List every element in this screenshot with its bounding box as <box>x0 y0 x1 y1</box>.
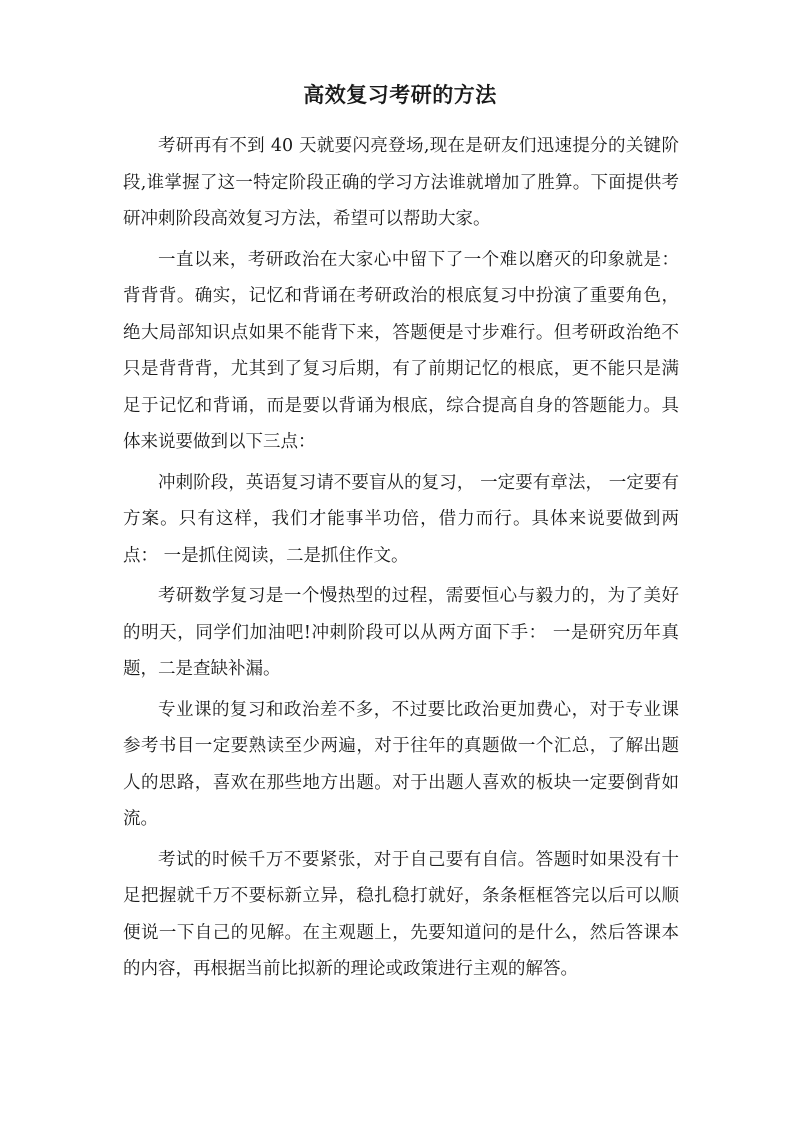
paragraph-major-course: 专业课的复习和政治差不多，不过要比政治更加费心，对于专业课参考书目一定要熟读至少两遍，对于往年的真题做一个汇总，了解出题人的思路，喜欢在那些地方出题。对于出题人喜欢的板块一定要倒背如流。 <box>123 699 679 829</box>
paragraph-english: 冲刺阶段，英语复习请不要盲从的复习， 一定要有章法， 一定要有方案。只有这样，我们才能事半功倍，借力而行。具体来说要做到两点： 一是抓住阅读，二是抓住作文。 <box>123 472 679 566</box>
document-title: 高效复习考研的方法 <box>303 82 497 107</box>
paragraph-intro: 考研再有不到 40 天就要闪亮登场,现在是研友们迅速提分的关键阶段,谁掌握了这一特定阶段正确的学习方法谁就增加了胜算。下面提供考研冲刺阶段高效复习方法，希望可以帮助大家。 <box>123 136 679 229</box>
paragraph-politics: 一直以来，考研政治在大家心中留下了一个难以磨灭的印象就是：背背背。确实，记忆和背诵在考研政治的根底复习中扮演了重要角色，绝大局部知识点如果不能背下来，答题便是寸步难行。但考研政治绝不只是背背背，尤其到了复习后期，有了前期记忆的根底，更不能只是满足于记忆和背诵，而是要以背诵为根底，综合提高自身的答题能力。具体来说要做到以下三点： <box>123 249 679 452</box>
paragraph-math: 考研数学复习是一个慢热型的过程，需要恒心与毅力的，为了美好的明天，同学们加油吧!冲刺阶段可以从两方面下手： 一是研究历年真题，二是查缺补漏。 <box>123 586 679 679</box>
document-body <box>123 128 679 992</box>
paragraph-exam-tips: 考试的时候千万不要紧张，对于自己要有自信。答题时如果没有十足把握就千万不要标新立异，稳扎稳打就好，条条框框答完以后可以顺便说一下自己的见解。在主观题上，先要知道问的是什么，然后答课本的内容，再根据当前比拟新的理论或政策进行主观的解答。 <box>123 849 679 979</box>
